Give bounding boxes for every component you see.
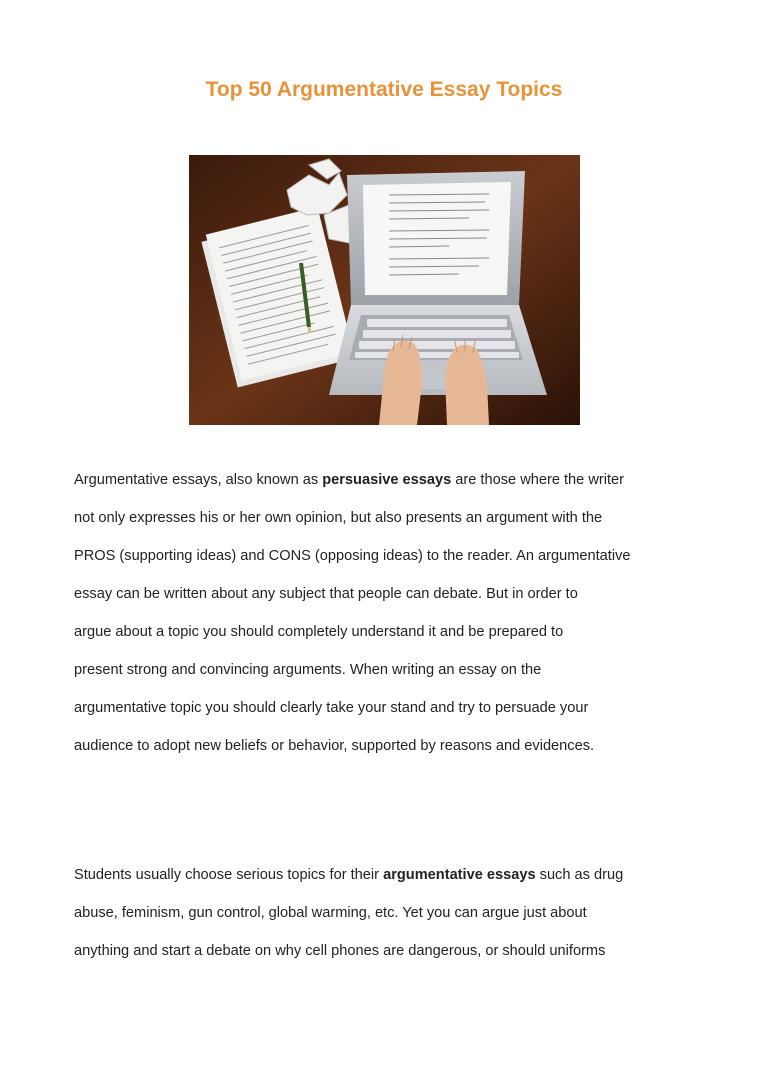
paragraph-line: argue about a topic you should completely understand it and be prepared to [74,624,564,640]
paragraph-line: essay can be written about any subject that people can debate. But in order to [74,586,578,602]
intro-paragraph [74,461,714,765]
paragraph-line: audience to adopt new beliefs or behavior, supported by reasons and evidences. [74,738,595,754]
topics-paragraph [74,856,714,970]
paragraph-line: abuse, feminism, gun control, global warming, etc. Yet you can argue just about [74,905,587,921]
page-title: Top 50 Argumentative Essay Topics [205,78,563,101]
paragraph-line: present strong and convincing arguments. When writing an essay on the [74,662,542,678]
paragraph-line: Argumentative essays, also known as persuasive essays are those where the writer [74,472,625,488]
bold-term: persuasive essays [322,472,452,488]
paragraph-line: not only expresses his or her own opinion, but also presents an argument with the [74,510,603,526]
paragraph-line: PROS (supporting ideas) and CONS (opposing ideas) to the reader. An argumentative [74,548,631,564]
paragraph-line: Students usually choose serious topics for their argumentative essays such as drug [74,867,624,883]
bold-term: argumentative essays [383,867,536,883]
laptop-typing-photo [189,155,580,425]
paragraph-line: argumentative topic you should clearly take your stand and try to persuade your [74,700,589,716]
paragraph-line: anything and start a debate on why cell phones are dangerous, or should uniforms [74,943,606,959]
